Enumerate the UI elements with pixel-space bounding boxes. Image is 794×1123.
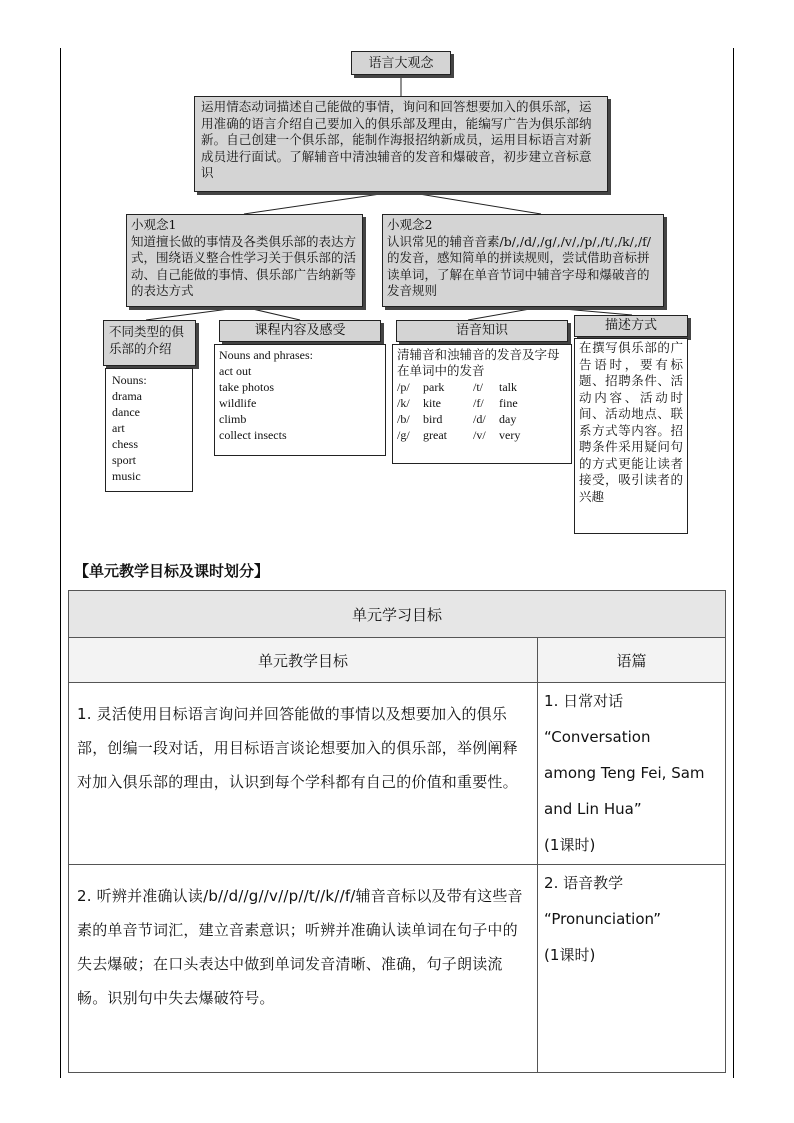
col1-title: 不同类型的俱乐部的介绍: [109, 324, 185, 356]
goal-cell: 2. 听辨并准确认读/b//d//g//v//p//t//k//f/辅音音标以及带有这些音素的单音节词汇，建立音素意识；听辨并准确认读单词在句子中的失去爆破；在口头表达中做到单词发音清晰、准确，句子朗读流畅。识别句中失去爆破符号。: [69, 865, 538, 1073]
word: great: [423, 428, 447, 442]
col2-title: 课程内容及感受: [254, 323, 346, 338]
col1-item: dance: [112, 405, 140, 419]
text-line: and Lin Hua”: [544, 800, 642, 818]
col2-item: collect insects: [219, 428, 287, 442]
big-idea-title: 语言大观念: [368, 56, 434, 71]
col1-list-box: [105, 368, 193, 492]
col1-item: drama: [112, 389, 142, 403]
text-line: “Conversation: [544, 728, 651, 746]
header-goal: 单元教学目标: [69, 638, 538, 683]
col4-title: 描述方式: [604, 318, 657, 333]
text-cell: [538, 865, 726, 1073]
col3-intro: 清辅音和浊辅音的发音及字母在单词中的发音: [397, 348, 560, 378]
col4-title-box: [574, 315, 688, 337]
phoneme: /b/: [397, 412, 410, 426]
table-row: [69, 865, 726, 1073]
col3-title-box: [396, 320, 568, 342]
col1-item: chess: [112, 437, 138, 451]
col2-item: Nouns and phrases:: [219, 348, 313, 362]
phoneme: /p/: [397, 380, 410, 394]
col1-title-box: [103, 320, 196, 366]
text-line: 2. 语音教学: [544, 874, 624, 892]
col2-title-box: [219, 320, 381, 342]
phoneme-row: [397, 427, 567, 443]
phoneme: /t/: [473, 380, 484, 394]
table-row: [69, 683, 726, 865]
phoneme-row: [397, 395, 567, 411]
col2-item: wildlife: [219, 396, 257, 410]
phoneme: /d/: [473, 412, 486, 426]
section-title: 【单元教学目标及课时划分】: [74, 562, 270, 580]
col2-item: act out: [219, 364, 252, 378]
col1-item: art: [112, 421, 125, 435]
objectives-table: [68, 590, 726, 1073]
word: park: [423, 380, 445, 394]
big-idea-box: [194, 96, 608, 192]
small-idea-2-text: 认识常见的辅音音素/b/,/d/,/g/,/v/,/p/,/t/,/k/,/f/的发音，感知简单的拼读规则，尝试借助音标拼读单词，了解在单音节词中辅音字母和爆破音的发音规则: [387, 233, 651, 298]
col2-item: take photos: [219, 380, 274, 394]
word: bird: [423, 412, 443, 426]
word: kite: [423, 396, 441, 410]
phoneme: /k/: [397, 396, 410, 410]
text-line: (1课时): [544, 836, 596, 854]
col3-list-box: [392, 344, 572, 464]
text-cell: [538, 683, 726, 865]
small-idea-1-text: 知道擅长做的事情及各类俱乐部的表达方式，围绕语义整合性学习关于俱乐部的活动、自己能做的事情、俱乐部广告纳新等的表达方式: [131, 233, 357, 298]
phoneme: /f/: [473, 396, 484, 410]
big-idea-text: 运用情态动词描述自己能做的事情，询问和回答想要加入的俱乐部，运用准确的语言介绍自己要加入的俱乐部及理由，能编写广告为俱乐部纳新。自己创建一个俱乐部，能制作海报招纳新成员，运用目标语言对新成员进行面试。了解辅音中清浊辅音的发音和爆破音，初步建立音标意识: [201, 99, 592, 180]
big-idea-title-box: [351, 51, 451, 75]
phoneme-row: [397, 411, 567, 427]
word: day: [499, 412, 517, 426]
word: very: [499, 428, 521, 442]
small-idea-2-title: 小观念2: [387, 217, 433, 232]
col1-item: sport: [112, 453, 136, 467]
word: talk: [499, 380, 517, 394]
table-caption: 单元学习目标: [69, 591, 726, 638]
goal-cell: 1. 灵活使用目标语言询问并回答能做的事情以及想要加入的俱乐部，创编一段对话，用目标语言谈论想要加入的俱乐部，举例阐释对加入俱乐部的理由，认识到每个学科都有自己的价值和重要性。: [69, 683, 538, 865]
text-line: among Teng Fei, Sam: [544, 764, 705, 782]
small-idea-2-box: [382, 214, 664, 307]
word: fine: [499, 396, 518, 410]
col2-item: climb: [219, 412, 247, 426]
small-idea-1-title: 小观念1: [131, 217, 177, 232]
col1-item: Nouns:: [112, 373, 147, 387]
text-line: 1. 日常对话: [544, 692, 624, 710]
col4-text-box: [574, 338, 688, 534]
phoneme-row: [397, 379, 567, 395]
phoneme: /g/: [397, 428, 410, 442]
text-line: “Pronunciation”: [544, 910, 661, 928]
col1-item: music: [112, 469, 141, 483]
col3-title: 语音知识: [455, 323, 508, 338]
col2-list-box: [214, 344, 386, 456]
col4-text: 在撰写俱乐部的广告语时，要有标题、招聘条件、活动内容、活动时间、活动地点、联系方式等内容。招聘条件采用疑问句的方式更能让读者接受，吸引读者的兴趣: [579, 340, 683, 504]
phoneme: /v/: [473, 428, 486, 442]
text-line: (1课时): [544, 946, 596, 964]
small-idea-1-box: [126, 214, 363, 307]
header-text: 语篇: [538, 638, 726, 683]
